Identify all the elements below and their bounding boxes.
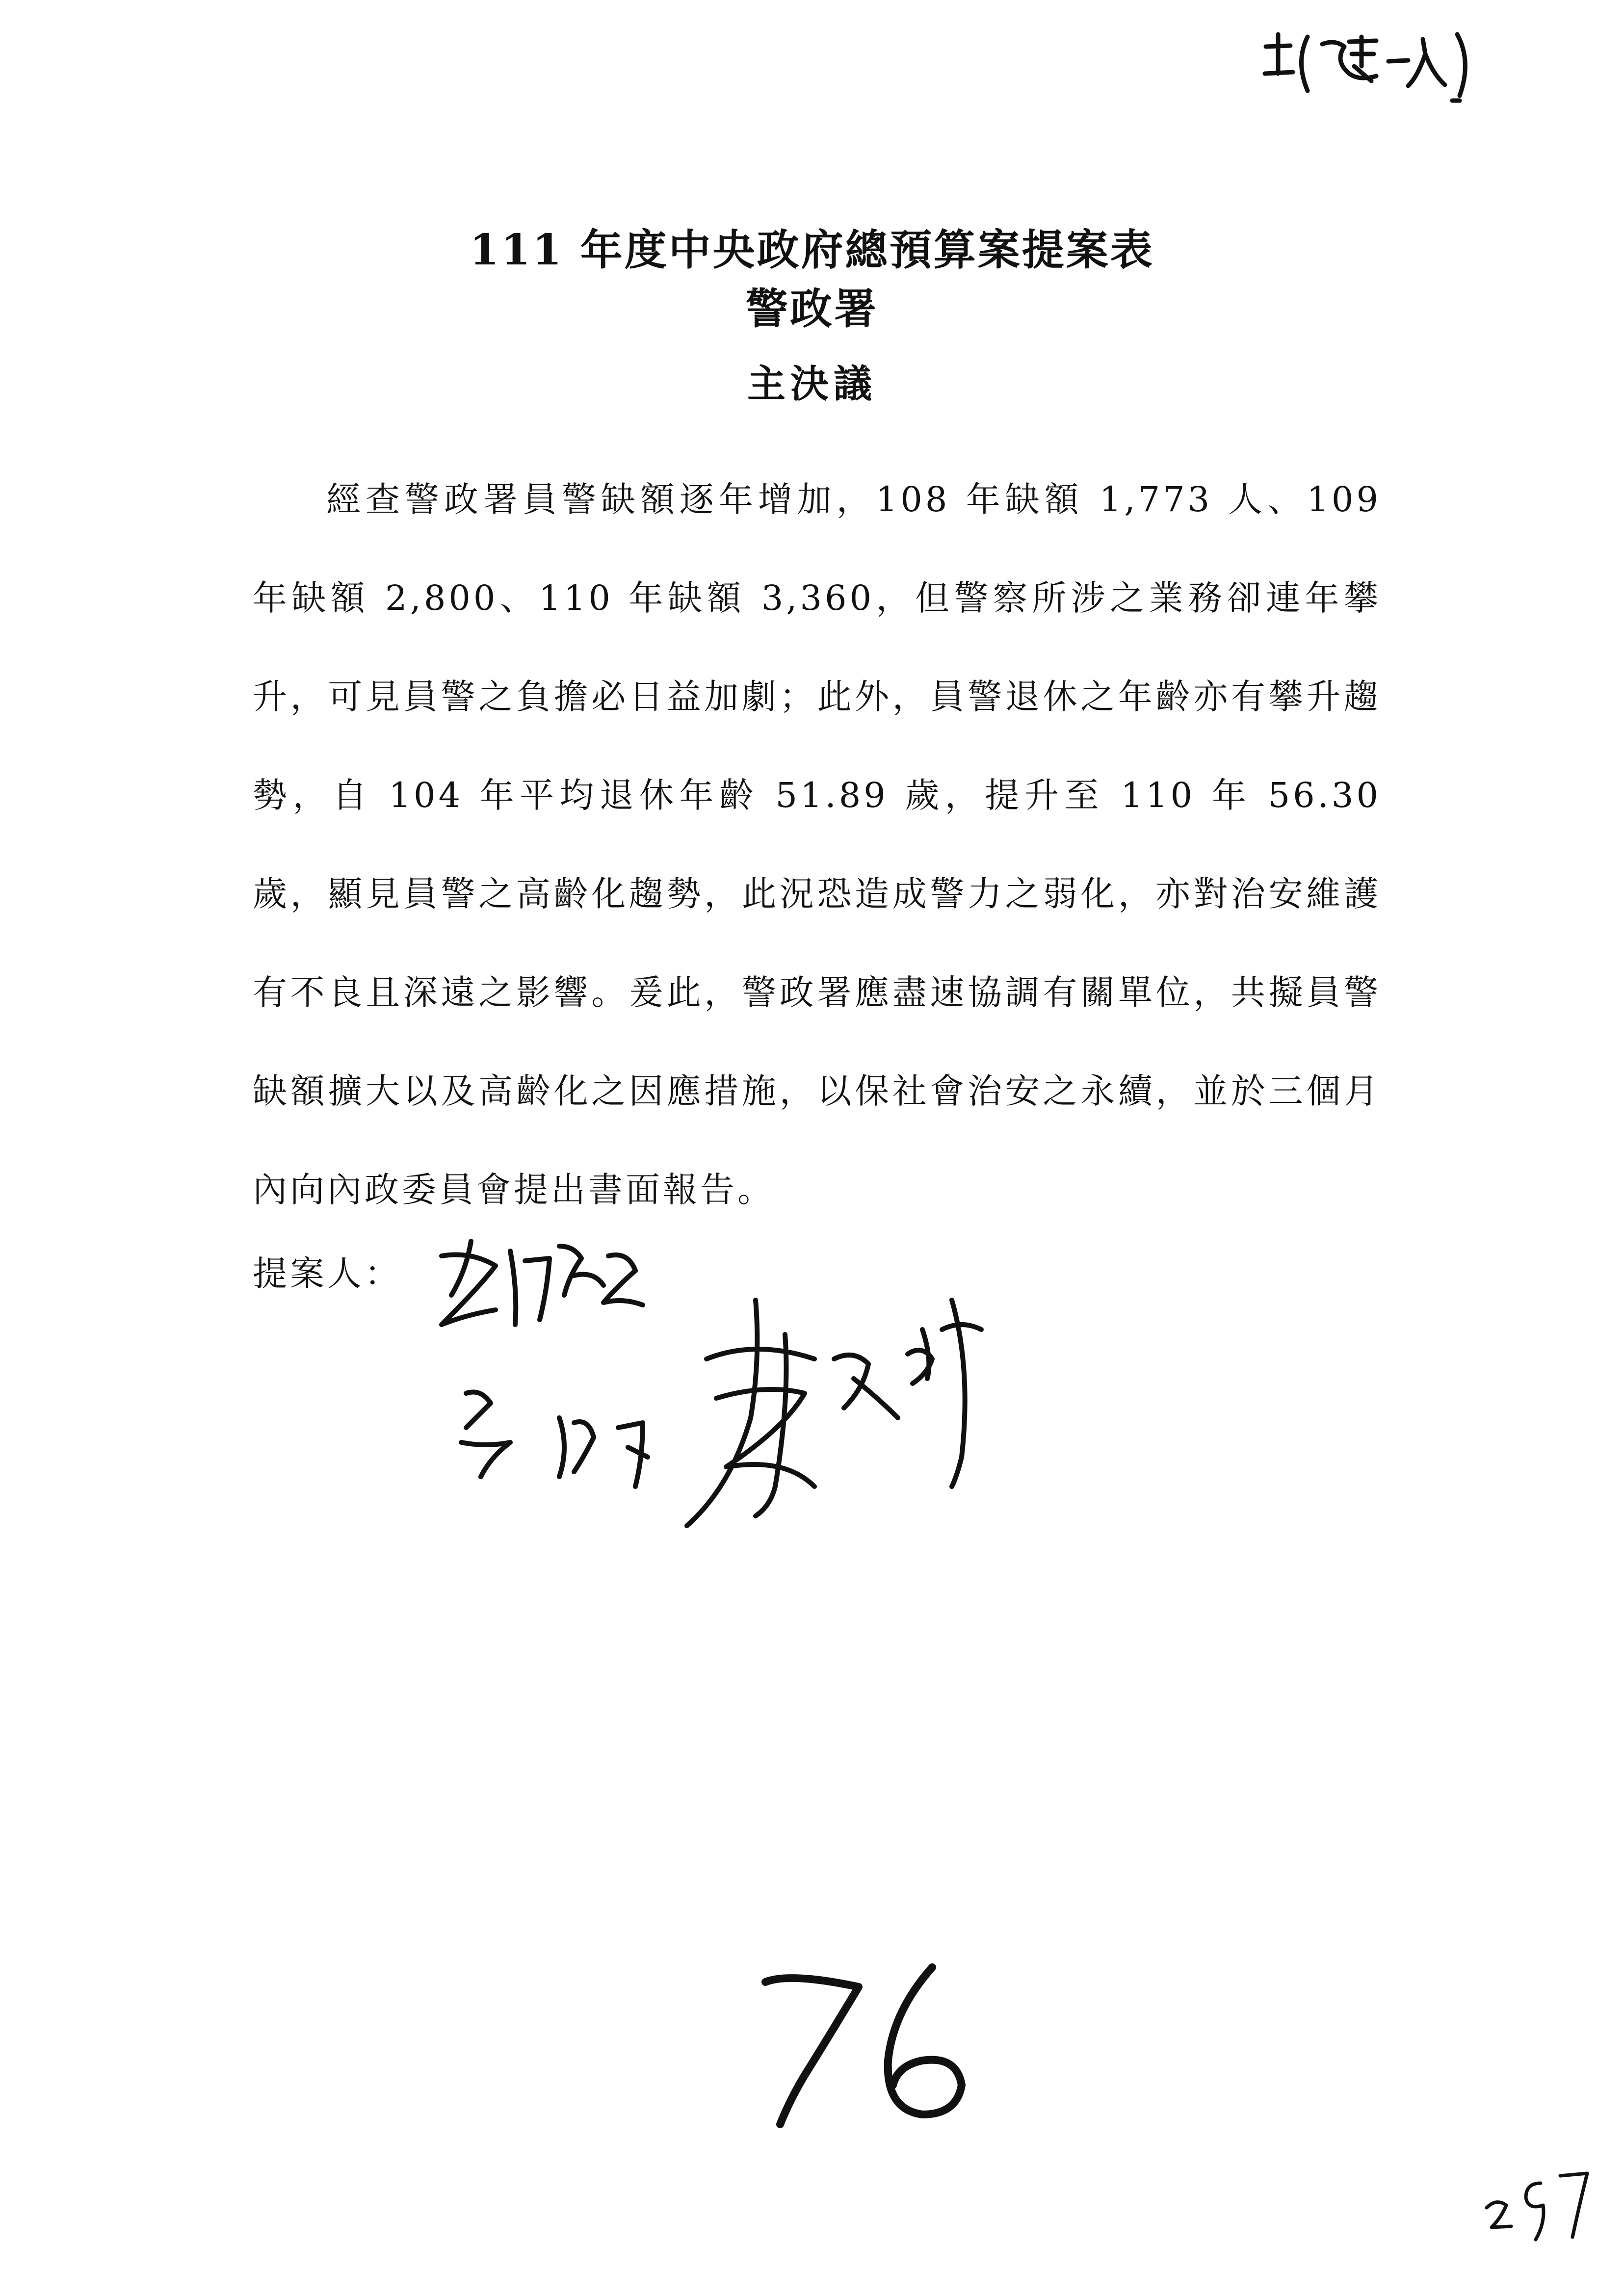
handwritten-sheet-number <box>1482 2154 1609 2252</box>
resolution-body: 經查警政署員警缺額逐年增加，108 年缺額 1,773 人、109 年缺額 2,800、110 年缺額 3,360，但警察所涉之業務卻連年攀升，可見員警之負擔必日益加劇；此外，員警退休之年齡亦有攀升趨勢，自 104 年平均退休年齡 51.89 歲，提升至 110 年 56.30 歲，顯見員警之高齡化趨勢，此況恐造成警力之弱化，亦對治安維護有不良且深遠之影響。爰此，警政署應盡速協調有關單位，共擬員警缺額擴大以及高齡化之因應措施，以保社會治安之永續，並於三個月內向內政委員會提出書面報告。 <box>253 479 1381 1210</box>
document-title: 111 年度中央政府總預算案提案表 <box>470 225 1154 275</box>
handwritten-page-number <box>746 1953 1001 2139</box>
proposer-label: 提案人： <box>253 1253 402 1294</box>
proposer-signatures <box>412 1212 1001 1604</box>
corner-handwritten-note <box>1261 27 1477 105</box>
section-heading: 主決議 <box>747 362 877 406</box>
agency-name: 警政署 <box>746 284 878 334</box>
